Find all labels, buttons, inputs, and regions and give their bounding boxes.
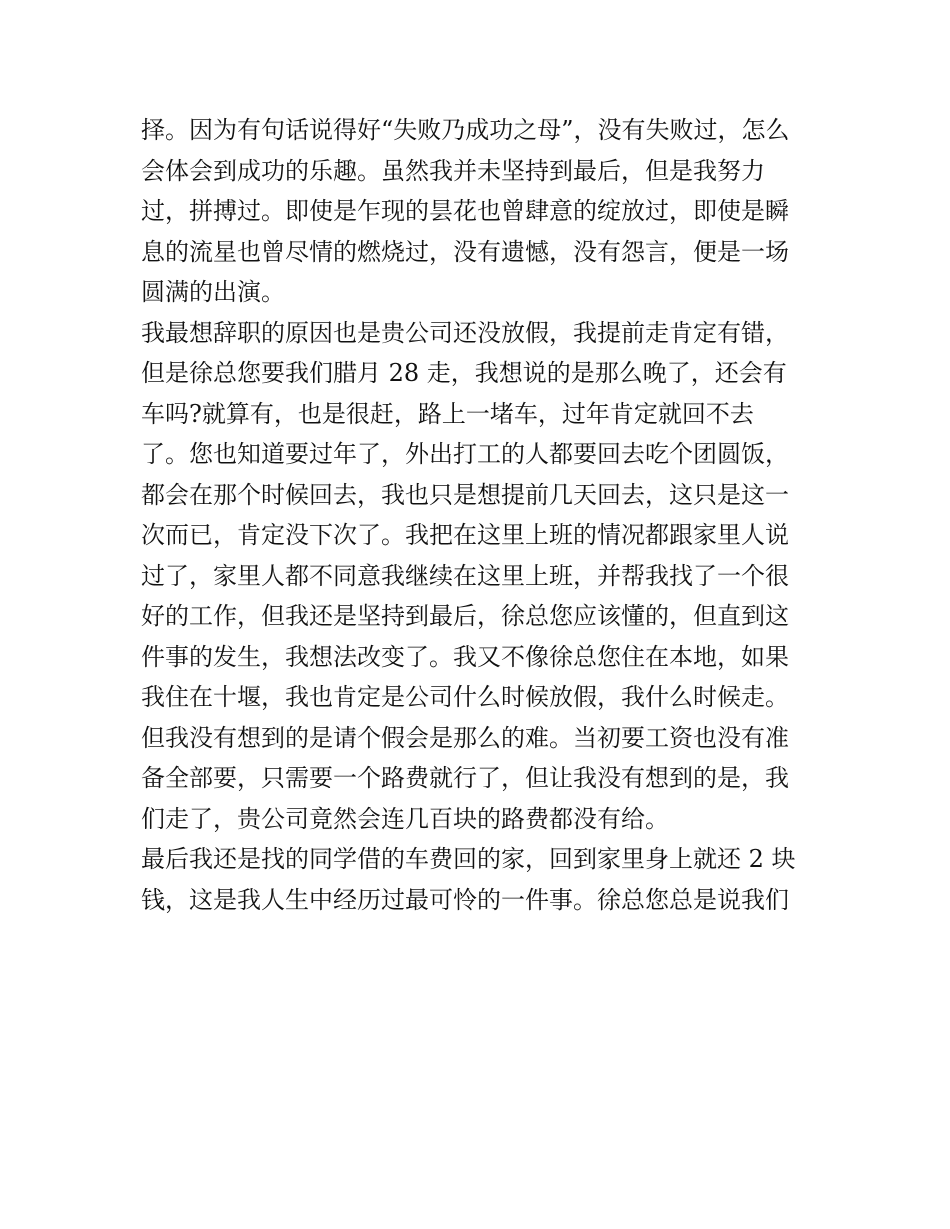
text-line: 了。您也知道要过年了，外出打工的人都要回去吃个团圆饭，: [141, 440, 789, 468]
text-line: 息的流星也曾尽情的燃烧过，没有遗憾，没有怨言，便是一场: [141, 237, 789, 266]
text-line: 们走了，贵公司竟然会连几百块的路费都没有给。: [141, 804, 669, 833]
text-line: 过了，家里人都不同意我继续在这里上班，并帮我找了一个很: [141, 561, 789, 590]
text-line: 但我没有想到的是请个假会是那么的难。当初要工资也没有准: [141, 723, 789, 752]
text-line: 择。因为有句话说得好“失败乃成功之母”，没有失败过，怎么: [141, 116, 790, 144]
text-line: 圆满的出演。: [141, 278, 285, 306]
text-line: 过，拼搏过。即使是乍现的昙花也曾肆意的绽放过，即使是瞬: [141, 197, 789, 225]
text-line: 都会在那个时候回去，我也只是想提前几天回去，这只是这一: [141, 480, 789, 509]
text-line: 但是徐总您要我们腊月 28 走，我想说的是那么晚了，还会有: [141, 359, 787, 387]
text-line: 钱，这是我人生中经历过最可怜的一件事。徐总您总是说我们: [141, 885, 789, 914]
text-line: 最后我还是找的同学借的车费回的家，回到家里身上就还 2 块: [141, 845, 796, 873]
text-line: 次而已，肯定没下次了。我把在这里上班的情况都跟家里人说: [141, 521, 789, 549]
body-text: [141, 110, 821, 920]
text-line: 车吗?就算有，也是很赶，路上一堵车，过年肯定就回不去: [141, 399, 754, 428]
text-line: 会体会到成功的乐趣。虽然我并未坚持到最后，但是我努力: [141, 156, 765, 185]
text-line: 我住在十堰，我也肯定是公司什么时候放假，我什么时候走。: [141, 683, 789, 711]
text-line: 我最想辞职的原因也是贵公司还没放假，我提前走肯定有错，: [141, 318, 789, 347]
text-line: 好的工作，但我还是坚持到最后，徐总您应该懂的，但直到这: [141, 602, 789, 630]
text-line: 件事的发生，我想法改变了。我又不像徐总您住在本地，如果: [141, 642, 789, 671]
text-line: 备全部要，只需要一个路费就行了，但让我没有想到的是，我: [141, 764, 789, 792]
